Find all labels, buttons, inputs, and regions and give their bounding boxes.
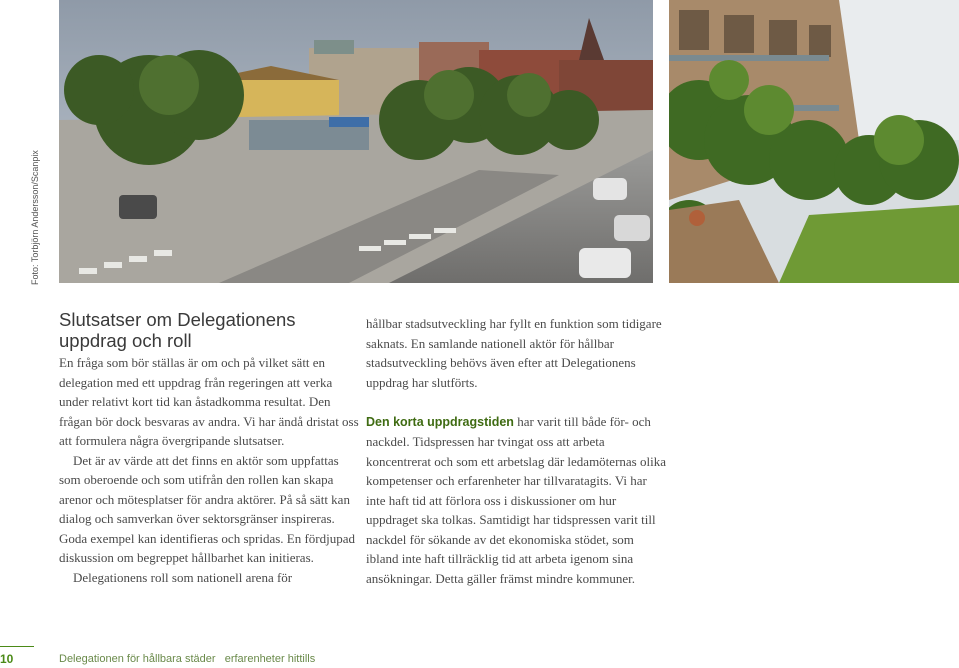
city-square-photo xyxy=(59,0,653,283)
paragraph: En fråga som bör ställas är om och på vilket sätt en delegation med ett uppdrag från regeringen att verka under relativt kort tid kan åstadkomma resultat. Den frågan bör dock besvaras av andra. Vi har ändå dristat oss att formulera några övergripande slutsatser. xyxy=(59,355,359,448)
photo-credit: Foto: Torbjörn Andersson/Scanpix xyxy=(30,150,40,285)
footer-rule xyxy=(0,646,34,647)
paragraph-text: har varit till både för- och nackdel. Tidspressen har tvingat oss att arbeta koncentrerat och som ett arbetslag där ledamöternas olika kompetenser och erfarenheter har tillvaratagits. Vi har inte haft tid att förlora oss i diskussioner om hur uppdraget ska tolkas. Samtidigt har tidspressen varit till nackdel för sökande av det ekonomiska stödet, som ibland inte haft tillräcklig tid att arbeta igenom sina ansökningar. Detta gäller främst mindre kommuner. xyxy=(366,413,666,586)
paragraph xyxy=(366,412,666,589)
page-number: 10 xyxy=(0,652,14,666)
paragraph: Det är av värde att det finns en aktör som uppfattas som oberoende och som utifrån den rollen kan skapa arenor och mötesplatser för andra aktörer. På så sätt kan dialog och samverkan över sektorsgränser inspireras. Goda exempel kan identifieras och spridas. En fördjupad diskussion om begreppet hållbarhet kan initieras. xyxy=(59,452,356,565)
paragraph: hållbar stadsutveckling har fyllt en funktion som tidigare saknats. En samlande nationell aktör för hållbar stadsutveckling behövs även efter att Delegationens uppdrag har slutförts. xyxy=(366,316,662,390)
green-balcony-photo xyxy=(669,0,959,283)
section-heading: Slutsatser om Delegationens uppdrag och roll xyxy=(59,309,296,351)
text-column-left xyxy=(59,353,359,587)
text-column-right xyxy=(366,314,666,588)
paragraph: Delegationens roll som nationell arena för xyxy=(73,569,293,585)
running-footer: Delegationen för hållbara städer erfarenheter hittills xyxy=(59,653,316,665)
paragraph-lead: Den korta uppdragstiden xyxy=(366,414,514,429)
